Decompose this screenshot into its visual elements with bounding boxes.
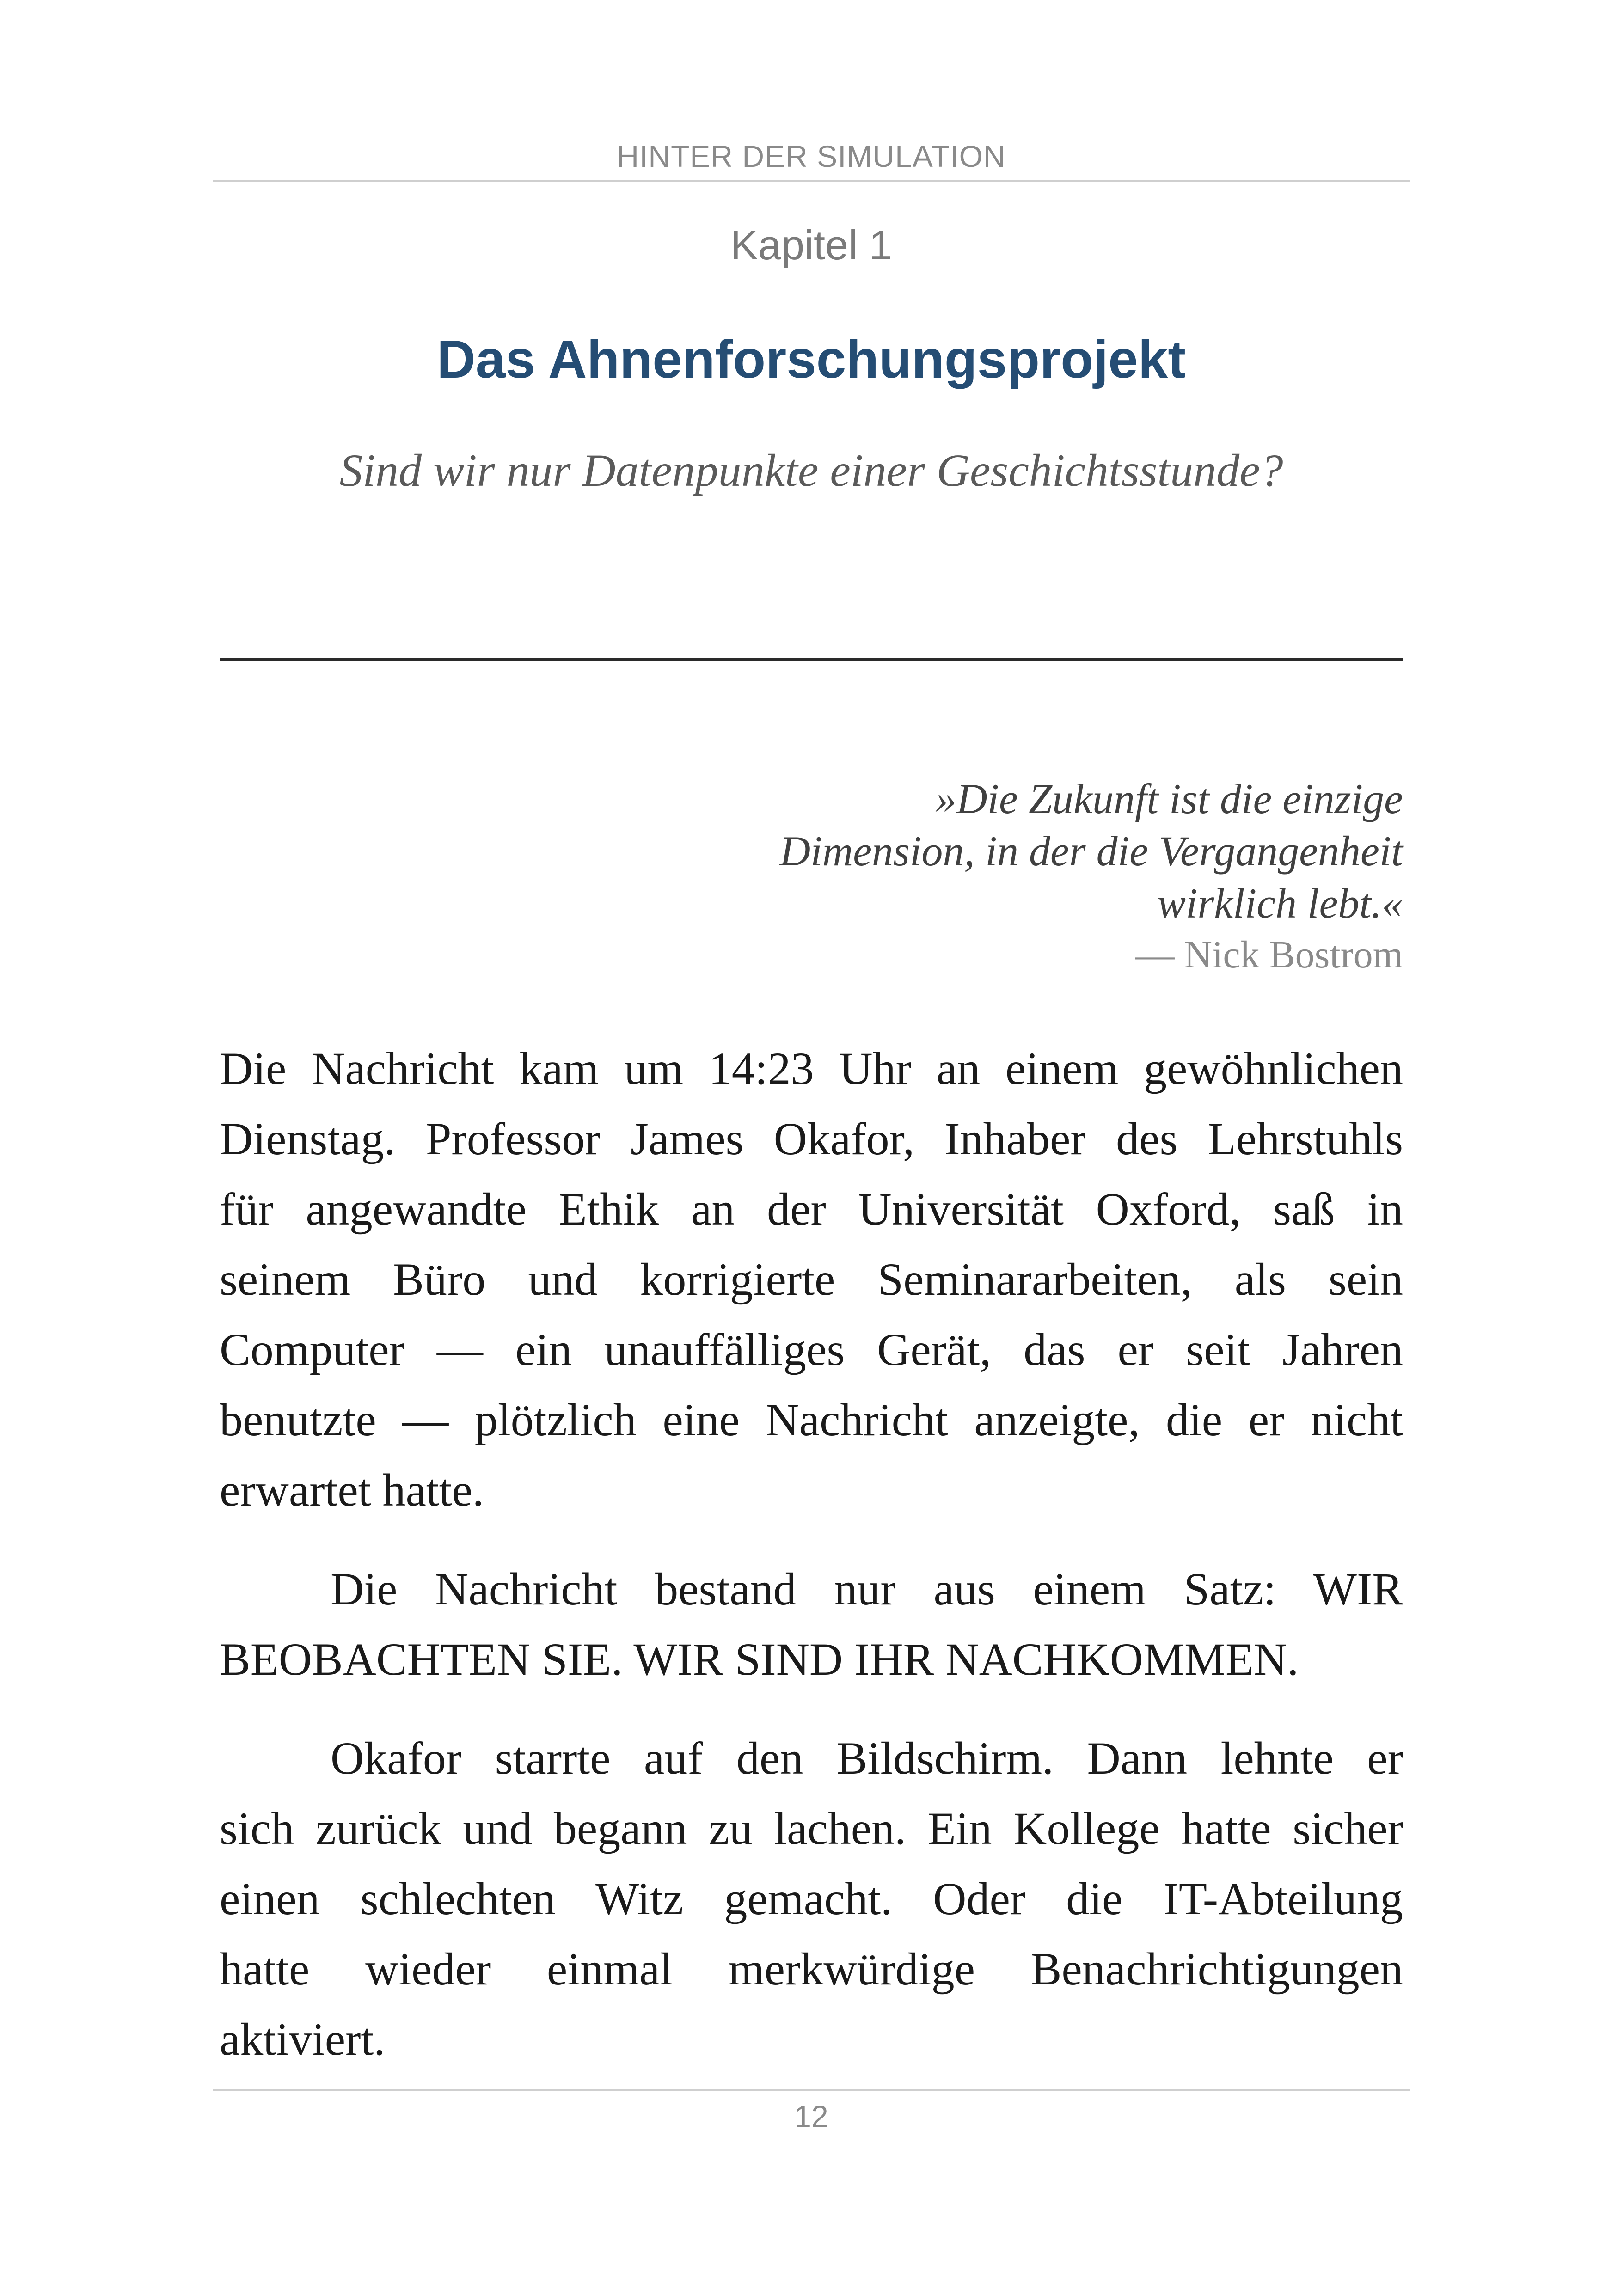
epigraph-line: wirklich lebt.«: [1157, 880, 1403, 927]
footer-rule: [213, 2089, 1410, 2091]
text-line: sich zurück und begann zu lachen. Ein Kollege hatte sicher: [220, 1803, 1403, 1854]
text-line: erwartet hatte.: [220, 1464, 484, 1516]
running-header: HINTER DER SIMULATION: [617, 139, 1006, 173]
paragraph-1: [220, 1034, 1403, 1525]
text-line: einen schlechten Witz gemacht. Oder die IT-Abteilung: [220, 1873, 1403, 1924]
text-line: für angewandte Ethik an der Universität Oxford, saß in: [220, 1183, 1403, 1235]
chapter-label: Kapitel 1: [730, 222, 893, 269]
text-line: Dienstag. Professor James Okafor, Inhaber des Lehrstuhls: [220, 1113, 1403, 1164]
text-line: BEOBACHTEN SIE. WIR SIND IHR NACHKOMMEN.: [220, 1634, 1299, 1685]
text-line: hatte wieder einmal merkwürdige Benachrichtigungen: [220, 1943, 1403, 1995]
text-line: Die Nachricht kam um 14:23 Uhr an einem gewöhnlichen: [220, 1043, 1403, 1094]
paragraph-3: [220, 1723, 1403, 2075]
chapter-divider: [220, 658, 1403, 661]
chapter-title: Das Ahnenforschungsprojekt: [437, 329, 1186, 389]
epigraph-line: Dimension, in der die Vergangenheit: [779, 827, 1403, 875]
text-line: Okafor starrte auf den Bildschirm. Dann lehnte er: [331, 1733, 1403, 1784]
text-line: seinem Büro und korrigierte Seminararbeiten, als sein: [220, 1254, 1403, 1305]
text-line: benutzte — plötzlich eine Nachricht anzeigte, die er nicht: [220, 1394, 1403, 1445]
paragraph-2: [220, 1554, 1403, 1695]
body-text: [220, 1034, 1403, 2103]
text-line: aktiviert.: [220, 2014, 386, 2065]
chapter-subtitle: Sind wir nur Datenpunkte einer Geschichtsstunde?: [339, 445, 1283, 496]
text-line: Computer — ein unauffälliges Gerät, das er seit Jahren: [220, 1324, 1403, 1375]
page-number: 12: [794, 2099, 828, 2133]
header-rule: [213, 180, 1410, 182]
epigraph-line: »Die Zukunft ist die einzige: [935, 775, 1403, 822]
epigraph: [670, 773, 1403, 980]
text-line: Die Nachricht bestand nur aus einem Satz: WIR: [331, 1563, 1403, 1615]
epigraph-attribution: — Nick Bostrom: [1135, 933, 1403, 976]
